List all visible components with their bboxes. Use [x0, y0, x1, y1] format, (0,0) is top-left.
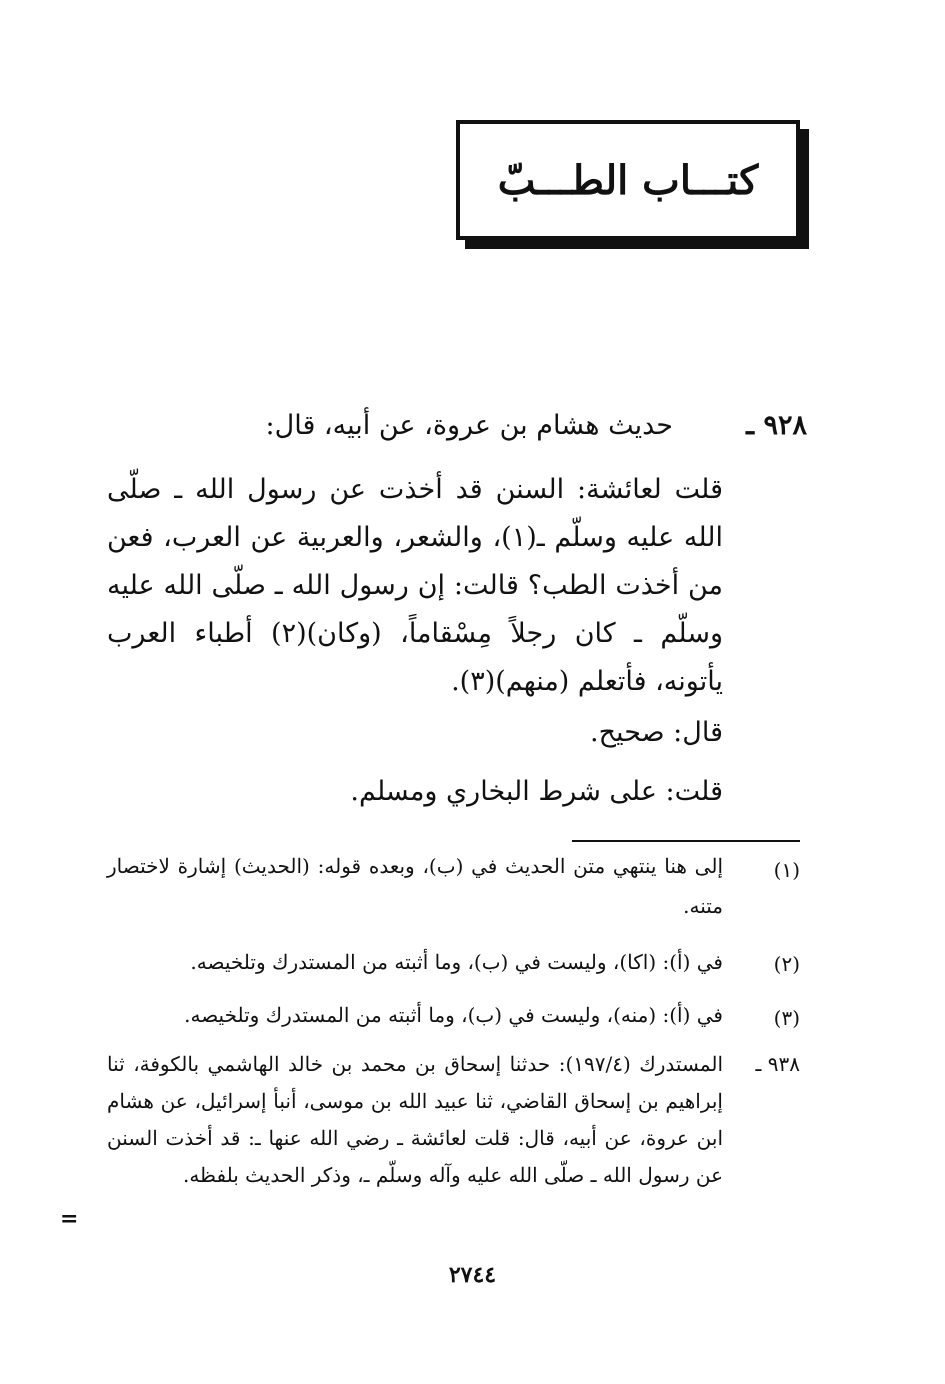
chapter-title: كتـــاب الطـــبّ: [497, 156, 759, 204]
footnote-marker: (٣): [773, 1006, 800, 1030]
hadith-comment: قلت: على شرط البخاري ومسلم.: [350, 776, 723, 807]
footnote-text: في (أ): (منه)، وليست في (ب)، وما أثبته من المستدرك وتلخيصه.: [184, 1003, 723, 1027]
footnote-marker: (١): [773, 858, 800, 882]
hadith-verdict: قال: صحيح.: [590, 717, 723, 748]
page-number: ٢٧٤٤: [448, 1262, 497, 1288]
footnote-text: إلى هنا ينتهي متن الحديث في (ب)، وبعده قوله: (الحديث) إشارة لاختصار متنه.: [107, 854, 723, 918]
footnote-marker: (٢): [773, 952, 800, 976]
hadith-text: قلت لعائشة: السنن قد أخذت عن رسول الله ـ صلّى الله عليه وسلّم ـ(١)، والشعر، والعربية عن العرب، فعن من أخذت الطب؟ قالت: إن رسول الله ـ صلّى الله عليه وسلّم ـ كان رجلاً مِسْقاماً، (وكان)(٢) أطباء العرب يأتونه، فأتعلم (منهم)(٣).: [107, 474, 723, 697]
hadith-number: ٩٢٨ ـ: [746, 410, 807, 441]
continuation-mark: =: [60, 1206, 79, 1232]
chapter-title-box: [456, 120, 800, 240]
source-note-text: المستدرك (١٩٧/٤): حدثنا إسحاق بن محمد بن خالد الهاشمي بالكوفة، ثنا إبراهيم بن إسحاق القاضي، ثنا عبيد الله بن موسى، أنبأ إسرائيل، عن هشام ابن عروة، عن أبيه، قال: قلت لعائشة ـ رضي الله عنها ـ: قد أخذت السنن عن رسول الله ـ صلّى الله عليه وآله وسلّم ـ، وذكر الحديث بلفظه.: [107, 1052, 723, 1187]
footnote-text: في (أ): (اكا)، وليست في (ب)، وما أثبته من المستدرك وتلخيصه.: [190, 950, 723, 974]
footnote-divider: [572, 840, 800, 842]
source-note-number: ٩٣٨ ـ: [755, 1052, 800, 1076]
hadith-intro: حديث هشام بن عروة، عن أبيه، قال:: [265, 410, 673, 441]
